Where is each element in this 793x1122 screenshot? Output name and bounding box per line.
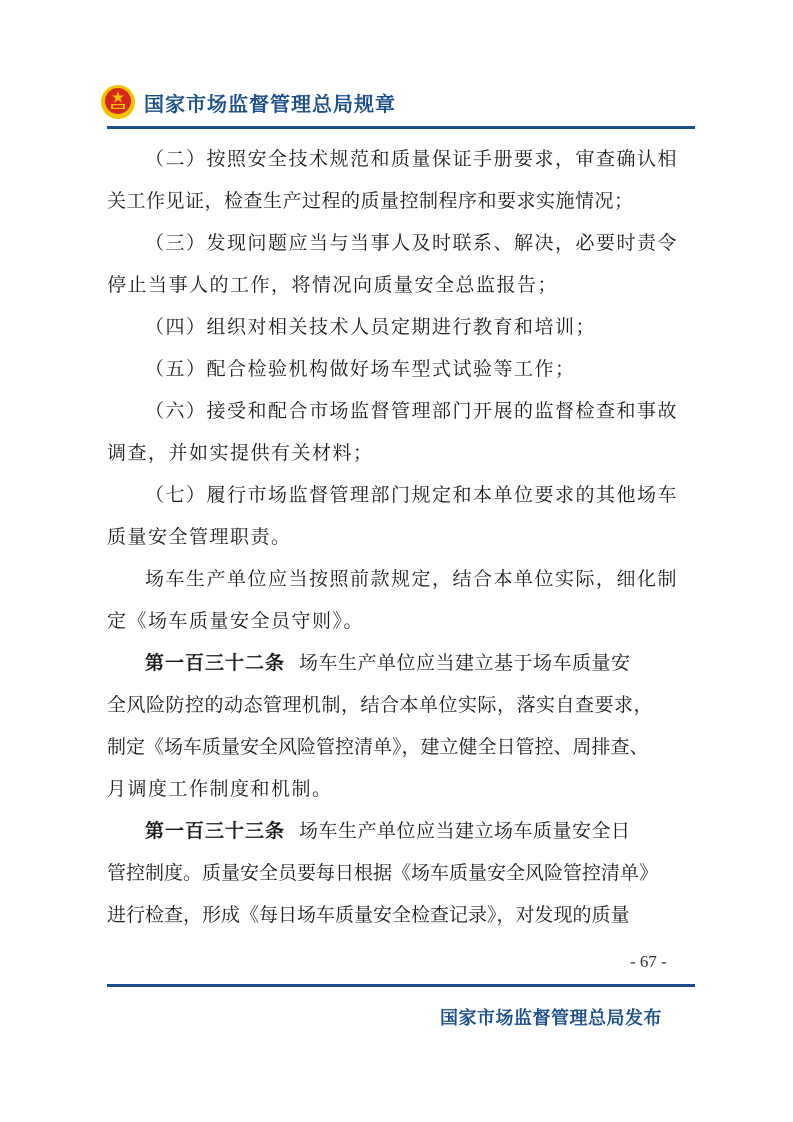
text-line: 场车生产单位应当建立基于场车质量安 <box>299 652 631 674</box>
text-line: 进行检查，形成《每日场车质量安全检查记录》，对发现的质量 <box>107 904 630 926</box>
text-line: 制定《场车质量安全风险管控清单》，建立健全日管控、周排查、 <box>107 736 649 758</box>
page-number: - 67 - <box>630 952 667 971</box>
text-line: 全风险防控的动态管理机制，结合本单位实际，落实自查要求， <box>107 694 654 716</box>
footer-divider <box>107 984 695 987</box>
article-132-heading: 第一百三十二条 <box>145 652 286 674</box>
text-line: 场车生产单位应当按照前款规定，结合本单位实际，细化制 <box>145 568 679 590</box>
text-line: 调查，并如实提供有关材料； <box>107 442 374 464</box>
text-line: （五）配合检验机构做好场车型式试验等工作； <box>145 358 576 380</box>
text-line: 定《场车质量安全员守则》。 <box>107 610 365 632</box>
article-133-heading: 第一百三十三条 <box>145 820 286 842</box>
page-header <box>100 78 396 126</box>
text-line: （七）履行市场监督管理部门规定和本单位要求的其他场车 <box>145 484 679 506</box>
header-divider <box>107 126 695 129</box>
text-line: （二）按照安全技术规范和质量保证手册要求，审查确认相 <box>145 148 679 170</box>
text-line: 场车生产单位应当建立场车质量安全日 <box>299 820 631 842</box>
article-133-first-line <box>107 810 697 852</box>
national-emblem-icon <box>100 84 136 120</box>
text-line: 关工作见证，检查生产过程的质量控制程序和要求实施情况； <box>107 190 634 212</box>
text-line: （六）接受和配合市场监督管理部门开展的监督检查和事故 <box>145 400 679 422</box>
document-body <box>107 138 697 936</box>
text-line: 管控制度。质量安全员要每日根据《场车质量安全风险管控清单》 <box>107 862 659 884</box>
text-line: 月调度工作制度和机制。 <box>107 778 333 800</box>
text-line: 质量安全管理职责。 <box>107 526 292 548</box>
text-line: （四）组织对相关技术人员定期进行教育和培训； <box>145 316 597 338</box>
footer-title: 国家市场监督管理总局发布 <box>440 1008 662 1029</box>
article-132-first-line <box>107 642 697 684</box>
header-title: 国家市场监督管理总局规章 <box>144 91 396 116</box>
text-line: （三）发现问题应当与当事人及时联系、解决，必要时责令 <box>145 232 679 254</box>
text-line: 停止当事人的工作，将情况向质量安全总监报告； <box>107 274 559 296</box>
